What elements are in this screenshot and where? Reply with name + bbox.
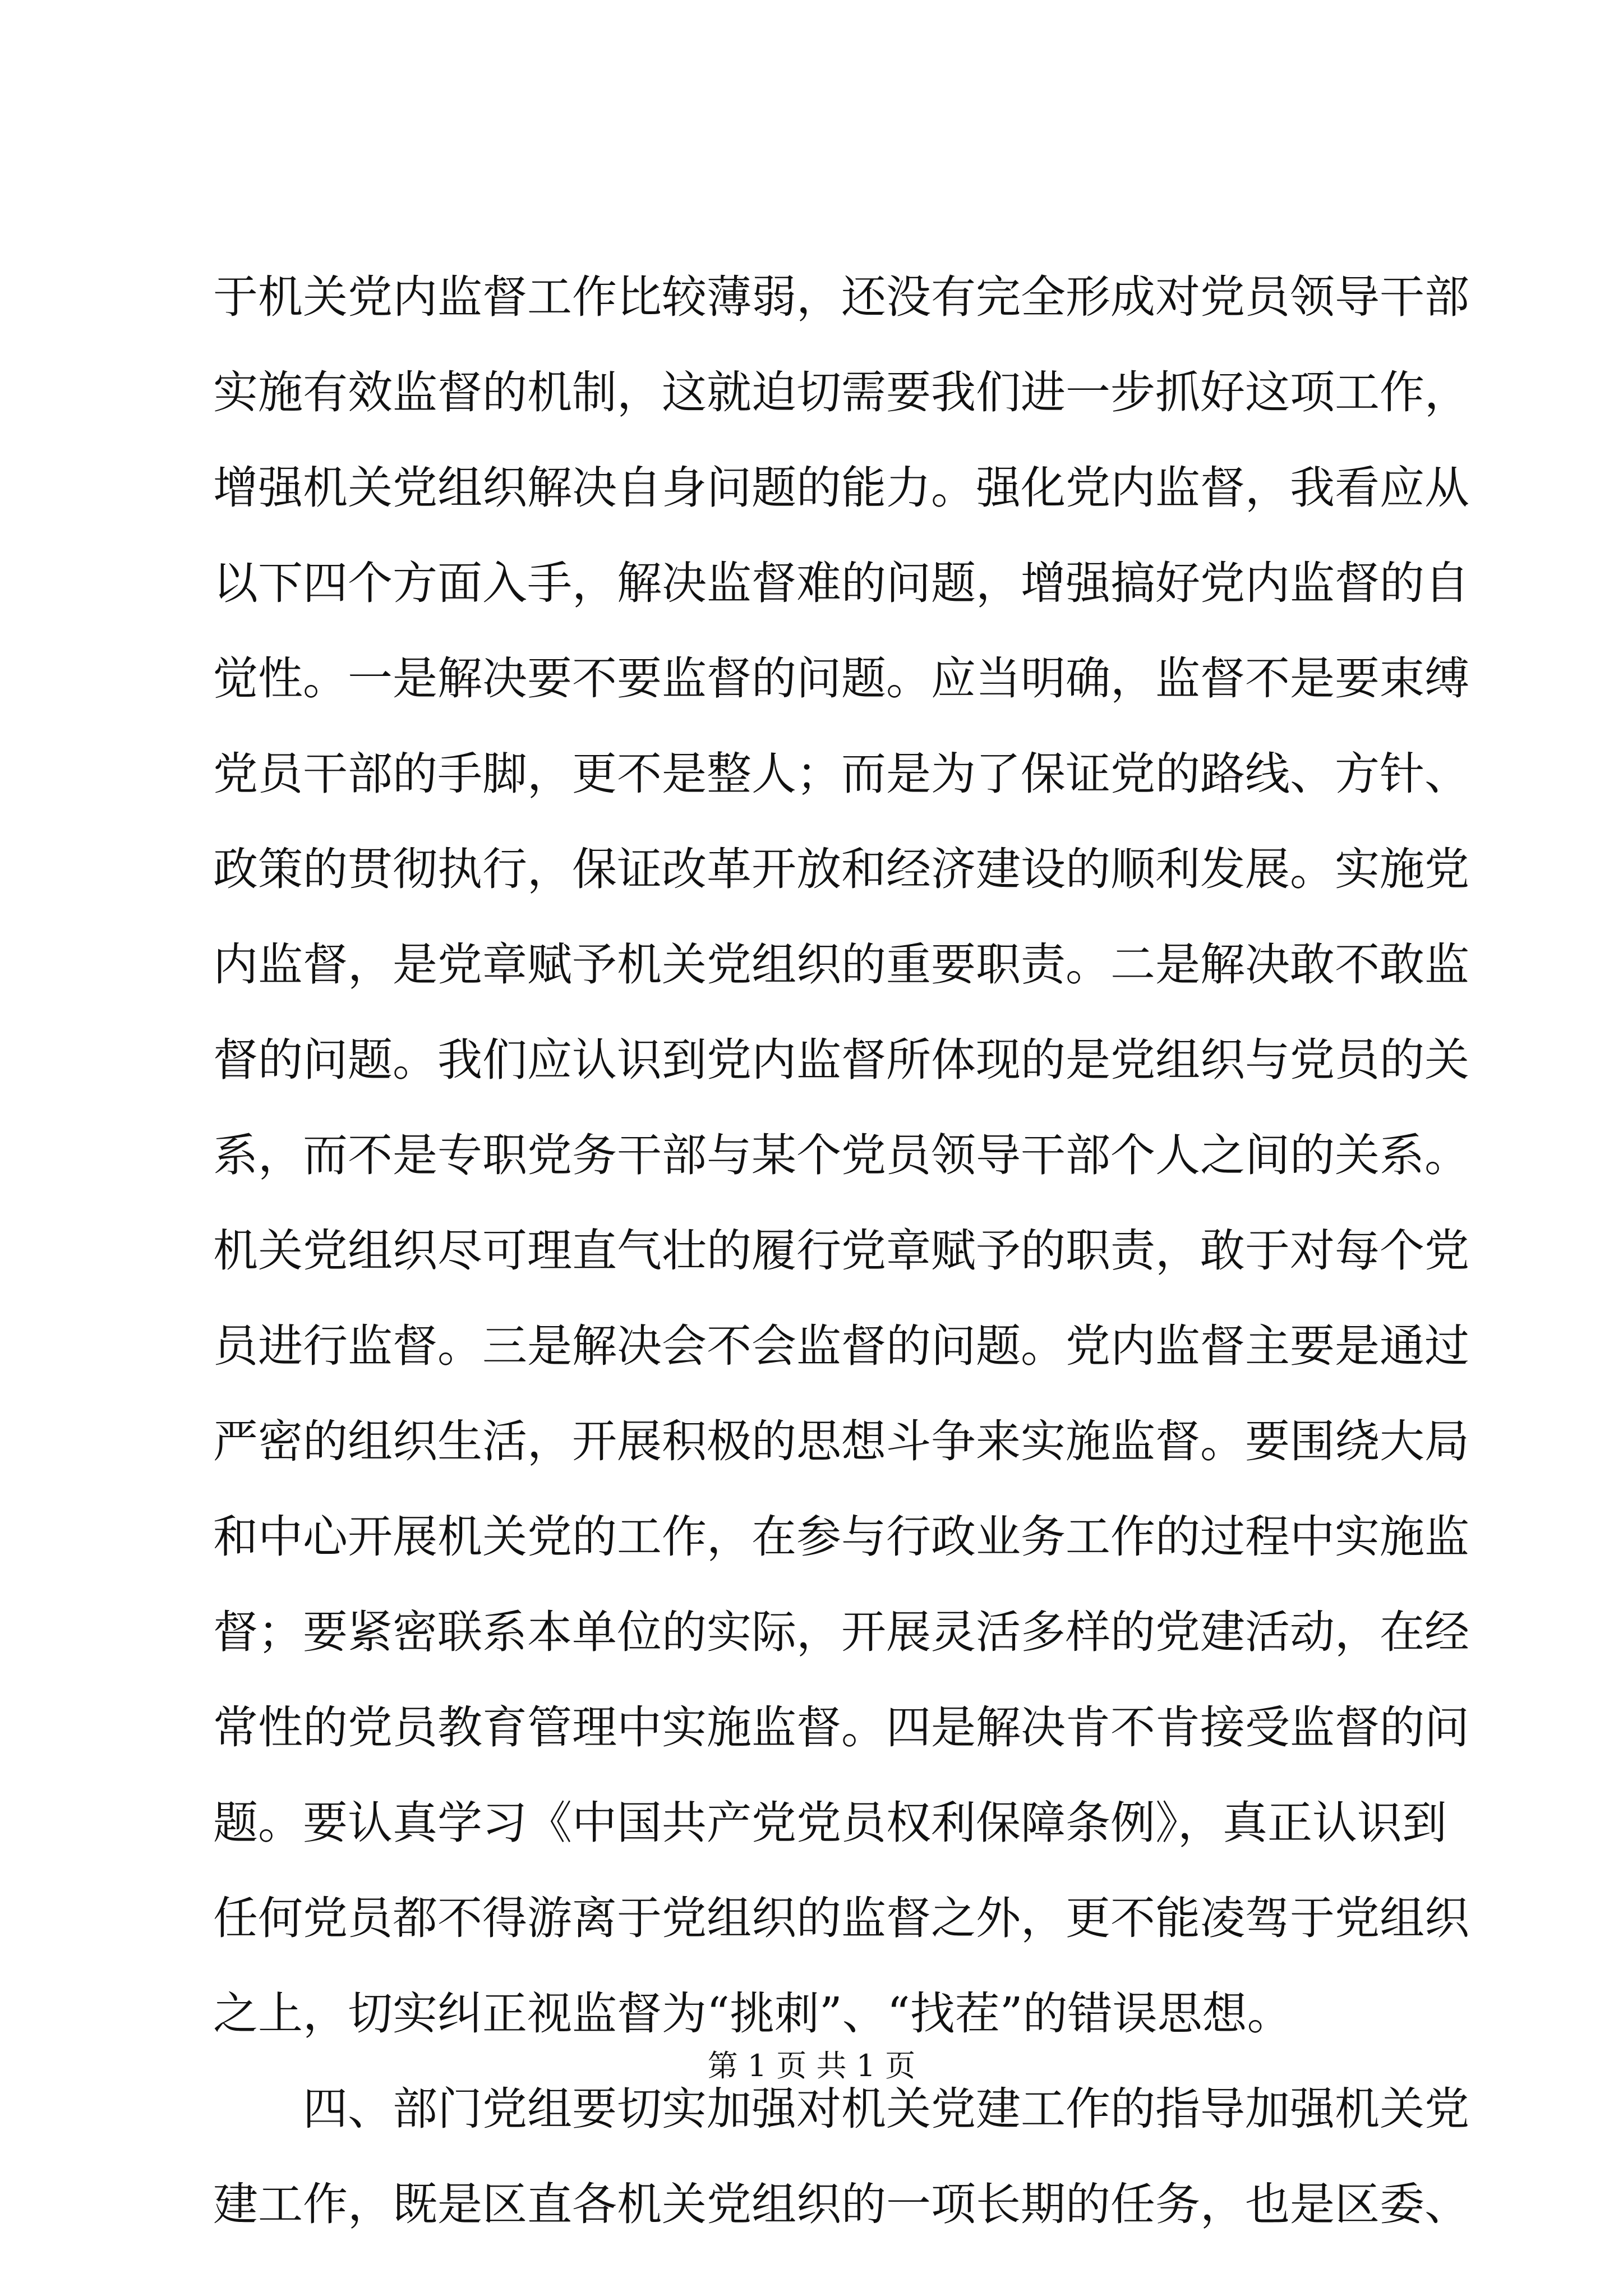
text-line: 觉性。一是解决要不要监督的问题。应当明确，监督不是要束缚 — [213, 652, 1469, 705]
text-line: 机关党组织尽可理直气壮的履行党章赋予的职责，敢于对每个党 — [213, 1225, 1469, 1277]
text-line: 督；要紧密联系本单位的实际，开展灵活多样的党建活动，在经 — [213, 1606, 1469, 1658]
text-line: 严密的组织生活，开展积极的思想斗争来实施监督。要围绕大局 — [213, 1415, 1469, 1467]
text-line: 题。要认真学习《中国共产党党员权利保障条例》，真正认识到 — [213, 1797, 1447, 1849]
text-line: 和中心开展机关党的工作，在参与行政业务工作的过程中实施监 — [213, 1511, 1469, 1563]
text-line: 员进行监督。三是解决会不会监督的问题。党内监督主要是通过 — [213, 1320, 1469, 1372]
text-line: 建工作，既是区直各机关党组织的一项长期的任务，也是区委、 — [213, 2178, 1469, 2230]
text-line: 增强机关党组织解决自身问题的能力。强化党内监督，我看应从 — [213, 462, 1469, 514]
page-number-footer: 第 1 页 共 1 页 — [707, 2048, 916, 2083]
text-line: 政策的贯彻执行，保证改革开放和经济建设的顺利发展。实施党 — [213, 843, 1469, 895]
text-line: 实施有效监督的机制，这就迫切需要我们进一步抓好这项工作， — [213, 366, 1469, 418]
text-line: 党员干部的手脚，更不是整人；而是为了保证党的路线、方针、 — [213, 748, 1469, 800]
section-heading-line: 四、部门党组要切实加强对机关党建工作的指导加强机关党 — [303, 2083, 1469, 2135]
text-line: 以下四个方面入手，解决监督难的问题，增强搞好党内监督的自 — [213, 557, 1469, 609]
text-line: 常性的党员教育管理中实施监督。四是解决肯不肯接受监督的问 — [213, 1701, 1469, 1754]
text-line: 之上，切实纠正视监督为“挑刺”、“找茬”的错误思想。 — [213, 1987, 1292, 2040]
text-line: 于机关党内监督工作比较薄弱，还没有完全形成对党员领导干部 — [213, 271, 1469, 323]
text-line: 任何党员都不得游离于党组织的监督之外，更不能凌驾于党组织 — [213, 1892, 1469, 1944]
text-line: 内监督，是党章赋予机关党组织的重要职责。二是解决敢不敢监 — [213, 938, 1469, 991]
body-text — [213, 250, 1469, 2252]
text-line: 系，而不是专职党务干部与某个党员领导干部个人之间的关系。 — [213, 1129, 1469, 1181]
text-line: 督的问题。我们应认识到党内监督所体现的是党组织与党员的关 — [213, 1034, 1469, 1086]
